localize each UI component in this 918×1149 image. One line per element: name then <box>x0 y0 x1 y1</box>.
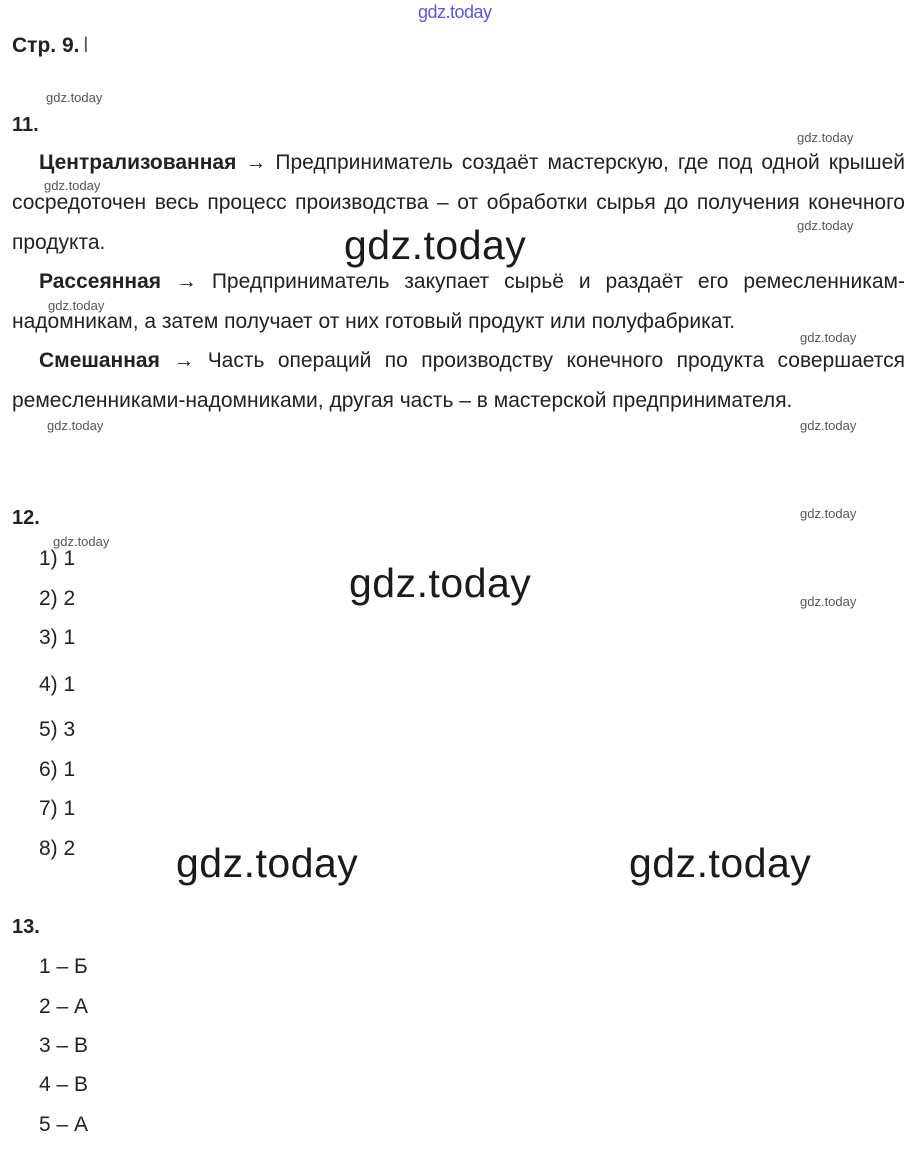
answer-item: 4 – В <box>39 1073 89 1096</box>
answer-item: 8) 2 <box>39 837 76 860</box>
page-title-text: Стр. 9. <box>12 34 80 57</box>
watermark-large: gdz.today <box>629 840 812 886</box>
answer-item: 1 – Б <box>39 955 88 978</box>
paragraph-dispersed <box>12 262 905 342</box>
question-number-12: 12. <box>12 507 40 529</box>
watermark-small: gdz.today <box>800 506 857 521</box>
answer-item: 2) 2 <box>39 587 76 610</box>
answer-item: 1) 1 <box>39 547 76 570</box>
answer-item: 6) 1 <box>39 758 76 781</box>
definition-mixed: Часть операций по производству конечного продукта совершается ремесленниками-надомниками, другая часть – в мастерской предпринимателя. <box>12 349 905 412</box>
question-number-13: 13. <box>12 916 40 938</box>
watermark-small: gdz.today <box>800 418 857 433</box>
watermark-large: gdz.today <box>349 560 532 606</box>
watermark-small: gdz.today <box>797 130 854 145</box>
definition-dispersed: Предприниматель закупает сырьё и раздаёт его ремесленникам-надомникам, а затем получает от них готовый продукт или полуфабрикат. <box>12 270 905 333</box>
answer-item: 3 – В <box>39 1034 89 1057</box>
watermark-large: gdz.today <box>344 222 527 268</box>
answer-item: 3) 1 <box>39 626 76 649</box>
term-centralized: Централизованная <box>39 151 237 174</box>
watermark-small: gdz.today <box>46 90 103 105</box>
answer-item: 5 – А <box>39 1113 89 1136</box>
arrow-icon: → <box>245 151 267 174</box>
question-number-11: 11. <box>12 114 39 136</box>
answer-item: 4) 1 <box>39 673 76 696</box>
answer-item: 2 – А <box>39 995 89 1018</box>
answer-item: 7) 1 <box>39 797 76 820</box>
watermark-small: gdz.today <box>800 330 857 345</box>
term-dispersed: Рассеянная <box>39 270 162 293</box>
watermark-small: gdz.today <box>48 298 105 313</box>
definition-centralized: Предприниматель создаёт мастерскую, где под одной крышей сосредоточен весь процесс производства – от обработки сырья до получения конечного продукта. <box>12 151 905 254</box>
watermark-small: gdz.today <box>800 594 857 609</box>
watermark-small: gdz.today <box>53 534 110 549</box>
watermark-large: gdz.today <box>176 840 359 886</box>
page-title <box>12 34 88 58</box>
answer-item: 5) 3 <box>39 718 76 741</box>
watermark-small: gdz.today <box>44 178 101 193</box>
watermark-top: gdz.today <box>418 2 492 22</box>
arrow-icon: → <box>173 349 195 372</box>
arrow-icon: → <box>175 270 197 293</box>
paragraph-mixed <box>12 341 905 421</box>
watermark-small: gdz.today <box>797 218 854 233</box>
term-mixed: Смешанная <box>39 349 160 372</box>
watermark-small: gdz.today <box>47 418 104 433</box>
page-title-mark: l <box>83 34 89 57</box>
